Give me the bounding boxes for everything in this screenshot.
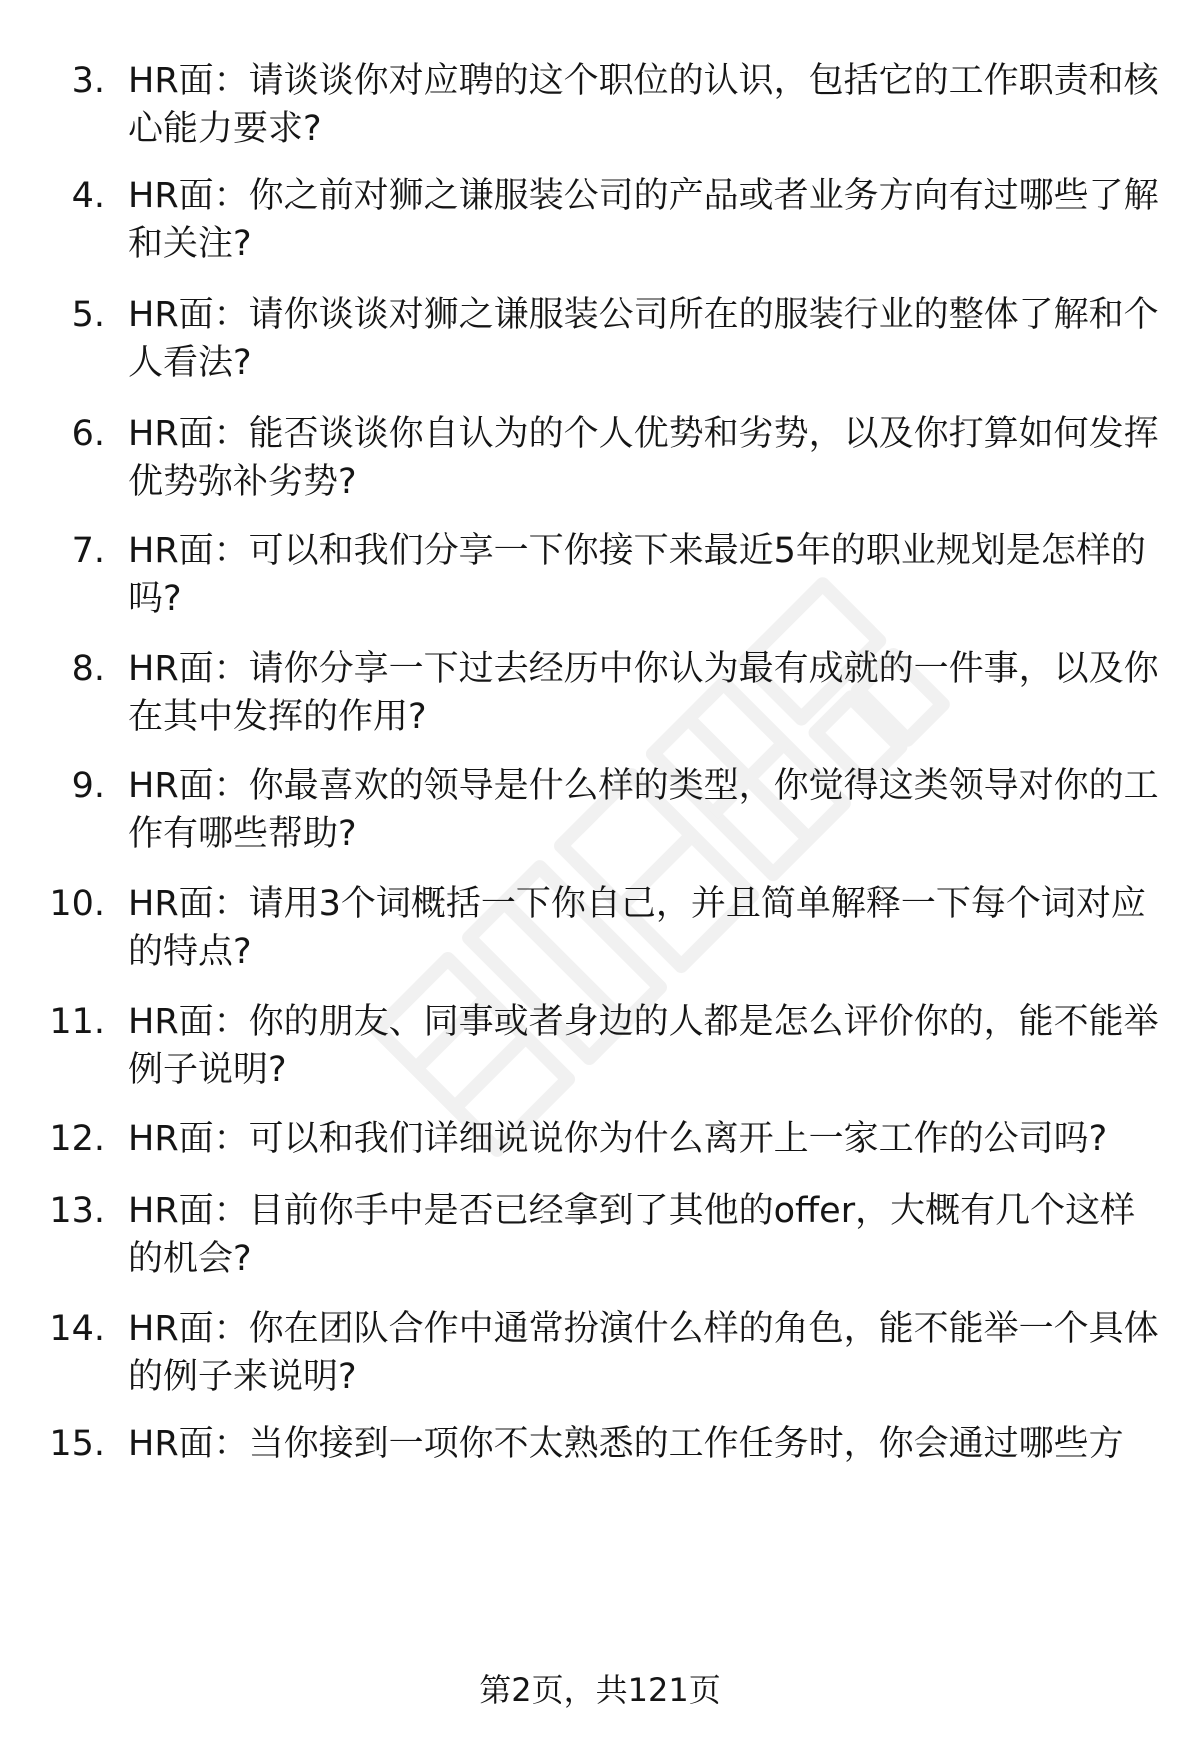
item-number: 3. (71, 61, 105, 101)
item-number: 8. (71, 649, 105, 689)
item-text: HR面：你之前对狮之谦服装公司的产品或者业务方向有过哪些了解和关注? (128, 176, 1159, 264)
item-text: HR面：能否谈谈你自认为的个人优势和劣势，以及你打算如何发挥优势弥补劣势? (128, 414, 1159, 502)
item-number: 12. (49, 1119, 105, 1159)
item-text: HR面：请谈谈你对应聘的这个职位的认识，包括它的工作职责和核心能力要求? (128, 61, 1159, 149)
item-text: HR面：当你接到一项你不太熟悉的工作任务时，你会通过哪些方 (128, 1424, 1124, 1464)
item-text: HR面：请你分享一下过去经历中你认为最有成就的一件事，以及你在其中发挥的作用? (128, 649, 1159, 737)
item-text: HR面：目前你手中是否已经拿到了其他的offer，大概有几个这样的机会? (128, 1191, 1136, 1279)
item-number: 14. (49, 1309, 105, 1349)
item-number: 11. (49, 1002, 105, 1042)
item-number: 15. (49, 1424, 105, 1464)
item-number: 5. (71, 295, 105, 335)
item-number: 4. (71, 176, 105, 216)
item-number: 10. (49, 884, 105, 924)
item-text: HR面：可以和我们详细说说你为什么离开上一家工作的公司吗? (128, 1119, 1108, 1159)
page-number-footer: 第2页，共121页 (479, 1671, 721, 1709)
item-text: HR面：你的朋友、同事或者身边的人都是怎么评价你的，能不能举例子说明? (128, 1002, 1159, 1090)
item-number: 7. (71, 531, 105, 571)
item-text: HR面：你在团队合作中通常扮演什么样的角色，能不能举一个具体的例子来说明? (128, 1309, 1159, 1397)
item-text: HR面：可以和我们分享一下你接下来最近5年的职业规划是怎样的吗? (128, 531, 1146, 619)
item-text: HR面：请你谈谈对狮之谦服装公司所在的服装行业的整体了解和个人看法? (128, 295, 1159, 383)
item-number: 6. (71, 414, 105, 454)
item-number: 13. (49, 1191, 105, 1231)
item-text: HR面：你最喜欢的领导是什么样的类型，你觉得这类领导对你的工作有哪些帮助? (128, 766, 1159, 854)
item-number: 9. (71, 766, 105, 806)
item-text: HR面：请用3个词概括一下你自己，并且简单解释一下每个词对应的特点? (128, 884, 1146, 972)
